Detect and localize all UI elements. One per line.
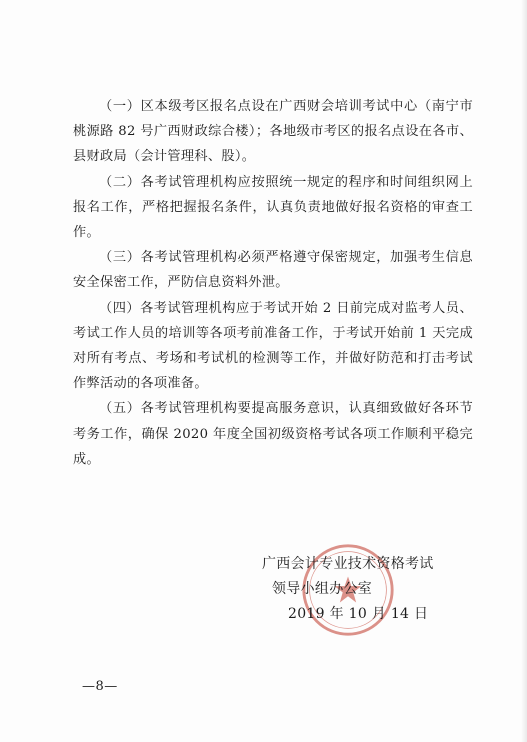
paragraph-2: （二）各考试管理机构应按照统一规定的程序和时间组织网上报名工作，严格把握报名条件，认真负责地做好报名资格的审查工作。 (73, 174, 473, 241)
document-body (73, 94, 473, 472)
signature-block (238, 552, 448, 627)
signature-organization: 广西会计专业技术资格考试 (262, 556, 434, 572)
page-number: —8— (82, 679, 118, 694)
paragraph-4: （四）各考试管理机构应于考试开始 2 日前完成对监考人员、考试工作人员的培训等各项考前准备工作，于考试开始前 1 天完成对所有考点、考场和考试机的检测等工作，并做好防范和打击考试作弊活动的各项准备。 (73, 300, 473, 392)
paragraph-5: （五）各考试管理机构要提高服务意识，认真细致做好各环节考务工作，确保 2020 年度全国初级资格考试各项工作顺利平稳完成。 (73, 401, 473, 467)
paragraph-1: （一）区本级考区报名点设在广西财会培训考试中心（南宁市桃源路 82 号广西财政综合楼）；各地级市考区的报名点设在各市、县财政局（会计管理科、股）。 (73, 99, 473, 165)
signature-date: 2019 年 10 月 14 日 (288, 606, 429, 622)
paragraph-3: （三）各考试管理机构必须严格遵守保密规定，加强考生信息安全保密工作，严防信息资料外泄。 (73, 250, 473, 291)
page-edge-shadow (521, 0, 527, 742)
signature-office: 领导小组办公室 (272, 581, 373, 597)
